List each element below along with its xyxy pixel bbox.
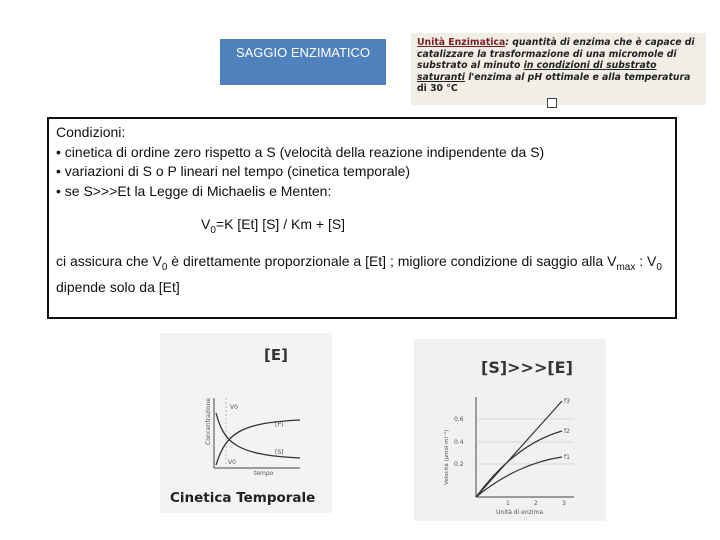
small-square-mark [547, 98, 557, 108]
enzyme-velocity-plot [414, 339, 606, 521]
substrate-curve [216, 413, 300, 458]
eq-rest: =K [Et] [S] / Km + [S] [215, 216, 346, 232]
conditions-box [47, 117, 677, 319]
definition-part2: l'enzima al pH ottimale e alla temperatura [464, 71, 691, 83]
conclusion-sub1: 0 [161, 262, 168, 274]
conditions-heading: Condizioni: [56, 124, 126, 140]
graph-left-ylabel: Concentrazione [205, 398, 212, 445]
conclusion-sub2: max [616, 262, 636, 274]
definition-temperature: di 30 °C [417, 83, 458, 95]
graph-left-xlabel: tempo [254, 470, 274, 477]
temporal-kinetics-plot [160, 333, 332, 513]
condition-bullet-1: • cinetica di ordine zero rispetto a S (velocità della reazione indipendente da S) [56, 143, 545, 160]
label-f3: f3 [564, 398, 570, 405]
enzyme-unit-definition [411, 33, 706, 105]
ytick-02: 0.2 [454, 461, 464, 468]
ytick-06: 0.6 [454, 416, 464, 423]
definition-term: Unità Enzimatica [417, 37, 506, 48]
title-box [220, 39, 386, 85]
enzyme-velocity-figure [414, 339, 606, 521]
label-v0-top: V0 [230, 404, 238, 411]
temporal-kinetics-figure [160, 333, 332, 513]
conclusion-part3: : V [635, 253, 657, 270]
eq-v: V [201, 216, 211, 232]
curve-f3 [476, 401, 562, 497]
xtick-2: 2 [534, 500, 538, 507]
condition-bullet-2: • variazioni di S o P lineari nel tempo (cinetica temporale) [56, 163, 411, 179]
definition-part1: : quantità di enzima che è capace di catalizzare la trasformazione di una micromole di substrato al minuto [417, 37, 695, 72]
label-p: [P] [275, 421, 284, 428]
label-v0-bottom: V0 [228, 459, 236, 466]
title-text: SAGGIO ENZIMATICO [235, 45, 371, 60]
graph-right-ylabel: Velocità (μmol ml⁻¹) [444, 429, 450, 485]
xtick-1: 1 [506, 500, 510, 507]
definition-underlined: in condizioni di substrato saturanti [417, 60, 657, 83]
label-f1: f1 [564, 454, 570, 461]
curve-f1 [476, 457, 562, 497]
conclusion-part1: ci assicura che V [56, 253, 162, 270]
label-s: [S] [275, 449, 284, 456]
ytick-04: 0.4 [454, 439, 464, 446]
michaelis-menten-equation [201, 215, 668, 240]
label-f2: f2 [564, 428, 570, 435]
conclusion-part4: dipende solo da [Et] [56, 278, 180, 295]
eq-v-sub: 0 [210, 224, 216, 236]
xtick-3: 3 [562, 500, 566, 507]
graph-right-xlabel: Unità di enzima [496, 509, 544, 516]
conclusion-sub3: 0 [656, 262, 662, 274]
graph-left-header: [E] [264, 346, 288, 364]
conclusion-part2: è direttamente proporzionale a [Et] ; migliore condizione di saggio alla V [167, 253, 617, 270]
graph-right-header: [S]>>>[E] [481, 358, 573, 377]
conclusion-text [56, 252, 668, 297]
graph-left-caption: Cinetica Temporale [170, 490, 316, 506]
condition-bullet-3: • se S>>>Et la Legge di Michaelis e Menten: [56, 182, 332, 199]
